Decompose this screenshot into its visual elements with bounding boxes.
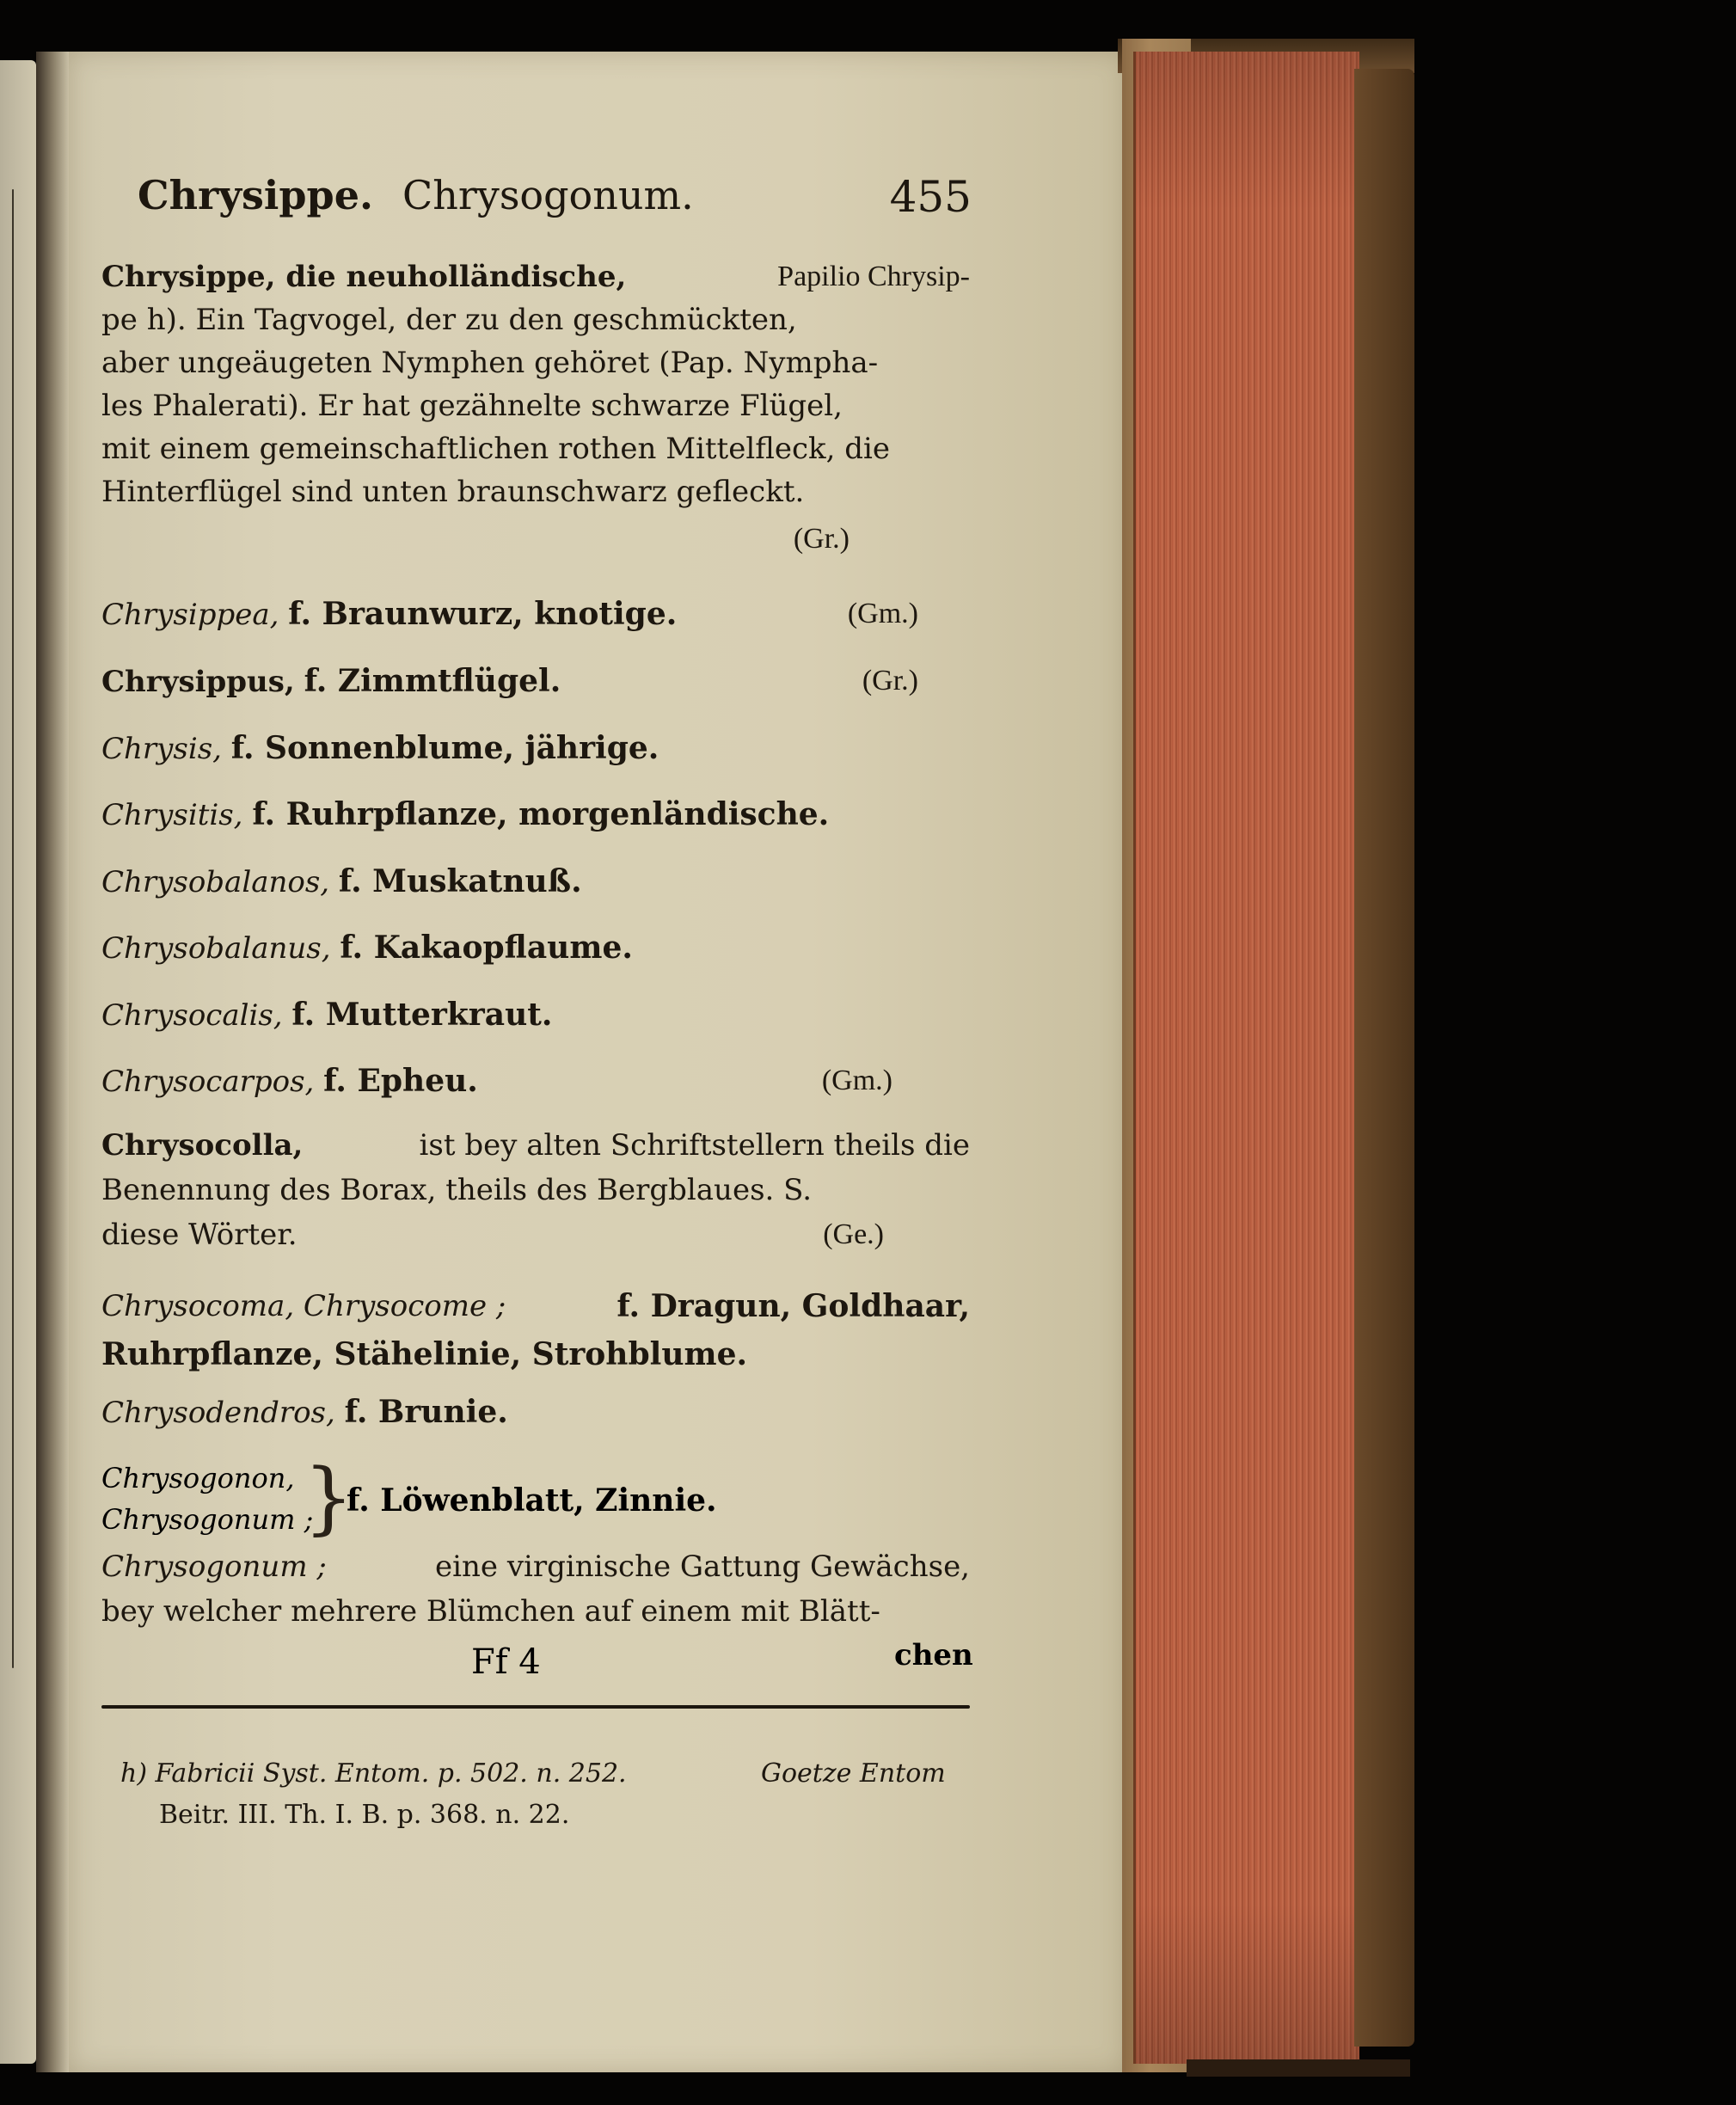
entry-chrysippe-line-2: pe h). Ein Tagvogel, der zu den geschmückten,	[101, 303, 797, 337]
entry-headword: Chrysodendros,	[101, 1396, 335, 1430]
entry-text: f. Mutterkraut.	[291, 997, 553, 1033]
entry-chrysippe-line-6: Hinterflügel sind unten braunschwarz gefleckt.	[101, 475, 805, 509]
entry-chrysocoma-line-2	[101, 1335, 970, 1374]
entry-headword: Chrysobalanos,	[101, 865, 330, 899]
entry-line	[101, 862, 970, 901]
running-header	[138, 172, 972, 224]
entry-line	[101, 729, 970, 768]
entry-headword: Chrysitis,	[101, 798, 243, 832]
footnote-text: Goetze Entom	[761, 1758, 946, 1789]
entry-chrysippe-line-3: aber ungeäugeten Nymphen gehöret (Pap. Nympha-	[101, 346, 879, 380]
entry-text: f. Kakaopflaume.	[340, 930, 633, 966]
entry-line	[101, 929, 970, 967]
entry-headword: Chrysis,	[101, 732, 222, 766]
author-abbrev: (Gr.)	[862, 665, 918, 697]
book-cover-edge	[1354, 69, 1414, 2047]
entry-chrysogonon-group	[101, 1451, 970, 1548]
author-abbrev: (Gm.)	[847, 598, 918, 629]
entry-text: f. Löwenblatt, Zinnie.	[347, 1482, 717, 1519]
footnote-line-1	[120, 1758, 627, 1789]
entry-chrysocolla-line-2: Benennung des Borax, theils des Bergblaues. S.	[101, 1173, 813, 1207]
facing-page-edge	[0, 60, 36, 2064]
entry-headword: Chrysippe, die neuholländische,	[101, 260, 627, 294]
entry-chrysocolla-line-3	[101, 1216, 970, 1254]
page-edges	[1133, 52, 1359, 2064]
author-abbrev: (Ge.)	[823, 1218, 884, 1250]
entry-headword: Chrysippea,	[101, 598, 279, 632]
book-gutter	[36, 52, 69, 2072]
entry-line	[101, 1062, 970, 1101]
entry-headword: Chrysogonon,	[101, 1462, 295, 1494]
brace-symbol: }	[304, 1451, 354, 1543]
entry-chrysogonum-line-2: bey welcher mehrere Blümchen auf einem mit Blätt-	[101, 1594, 880, 1629]
entry-text: eine virginische Gattung Gewächse,	[435, 1550, 970, 1584]
entry-text: f. Ruhrpflanze, morgenländische.	[252, 796, 830, 832]
footnote-line-2: Beitr. III. Th. I. B. p. 368. n. 22.	[159, 1800, 570, 1830]
author-abbrev: (Gm.)	[821, 1065, 893, 1096]
entry-chrysippe-line-4: les Phalerati). Er hat gezähnelte schwarze Flügel,	[101, 389, 843, 423]
entry-line	[101, 795, 970, 834]
entry-line	[101, 662, 970, 701]
entry-chrysocolla-line-1	[101, 1126, 970, 1164]
entry-line	[101, 996, 970, 1034]
author-abbrev: (Gr.)	[793, 523, 850, 555]
entry-chrysippe-line-5: mit einem gemeinschaftlichen rothen Mittelfleck, die	[101, 432, 891, 466]
entry-headword: Chrysocoma, Chrysocome ;	[101, 1289, 506, 1323]
entry-text: diese Wörter.	[101, 1218, 298, 1252]
entry-text: Papilio Chrysip-	[777, 261, 970, 292]
entry-headword: Chrysobalanus,	[101, 931, 331, 966]
entry-text: f. Epheu.	[323, 1063, 478, 1099]
entry-headword: Chrysocolla,	[101, 1128, 304, 1163]
page-number: 455	[889, 172, 972, 222]
header-left-word: Chrysippe.	[138, 172, 374, 218]
header-right-word: Chrysogonum.	[402, 172, 694, 218]
facing-page-rule	[12, 189, 14, 1668]
entry-text: Ruhrpflanze, Stähelinie, Strohblume.	[101, 1336, 748, 1372]
entry-chrysogonum-line-1	[101, 1548, 970, 1586]
footnote-rule	[101, 1705, 970, 1709]
entry-headword: Chrysogonum ;	[101, 1503, 314, 1536]
entry-headword: Chrysippus,	[101, 665, 295, 699]
entry-text: f. Dragun, Goldhaar,	[616, 1288, 970, 1324]
signature-mark: Ff 4	[471, 1642, 541, 1682]
footnote-text: h) Fabricii Syst. Entom. p. 502. n. 252.	[120, 1758, 627, 1789]
entry-line	[101, 595, 970, 634]
entry-text: f. Sonnenblume, jährige.	[230, 730, 659, 766]
entry-chrysippe-line-1	[101, 258, 970, 296]
entry-text: f. Zimmtflügel.	[304, 663, 561, 699]
entry-line	[101, 1393, 970, 1432]
entry-chrysocoma-line-1	[101, 1287, 970, 1325]
entry-headword: Chrysogonum ;	[101, 1550, 327, 1584]
entry-headword: Chrysocarpos,	[101, 1065, 315, 1099]
entry-text: f. Muskatnuß.	[338, 863, 582, 899]
catchword: chen	[894, 1638, 973, 1672]
entry-text: f. Brunie.	[344, 1394, 508, 1430]
cover-bottom	[1187, 2059, 1410, 2077]
entry-text: ist bey alten Schriftstellern theils die	[419, 1128, 970, 1163]
entry-text: f. Braunwurz, knotige.	[288, 596, 678, 632]
entry-headword: Chrysocalis,	[101, 998, 283, 1033]
